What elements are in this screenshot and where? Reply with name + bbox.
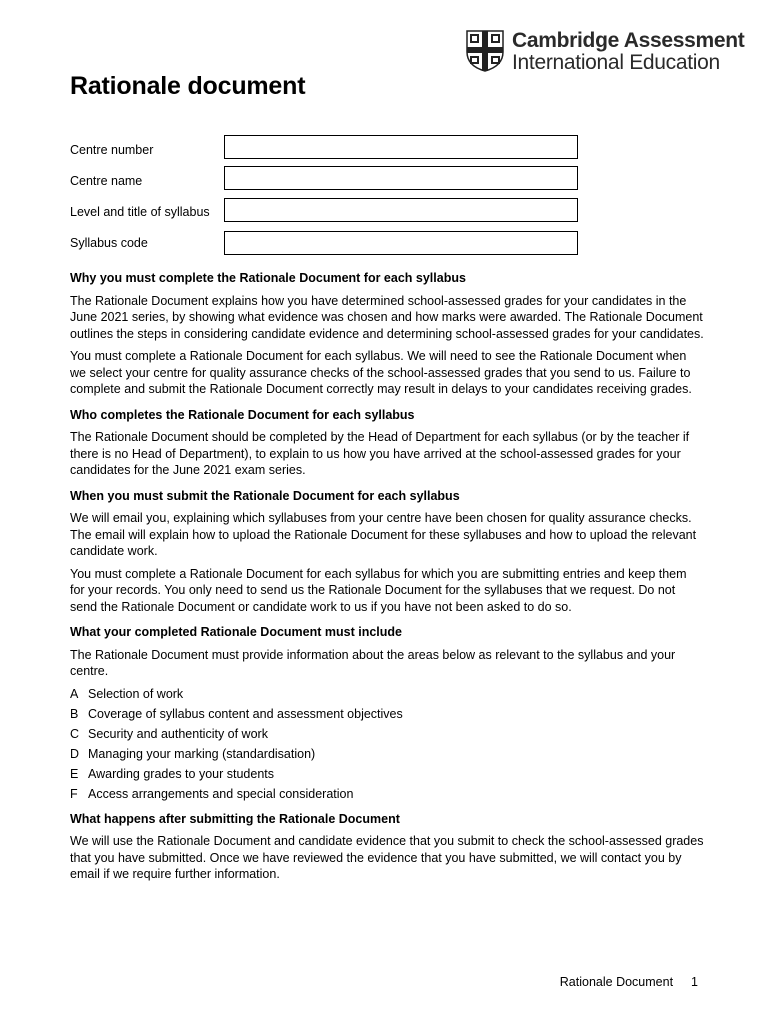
list-letter: F (70, 786, 78, 801)
list-letter: C (70, 726, 80, 741)
logo-line-2: International Education (512, 51, 720, 74)
list-item (70, 766, 704, 782)
list-item (70, 786, 704, 802)
centre-number-field[interactable] (224, 135, 578, 159)
paragraph: We will email you, explaining which syllabuses from your centre have been chosen for quality assurance checks. The email will explain how to upload the Rationale Document for these syllabuses and how to upload the relevant candidate work. (70, 511, 697, 558)
syllabus-title-field[interactable] (224, 198, 578, 222)
section-heading: What happens after submitting the Rationale Document (70, 811, 400, 826)
section-heading: What your completed Rationale Document must include (70, 625, 402, 639)
section-when (70, 488, 704, 616)
list-letter: E (70, 766, 79, 781)
paragraph: We will use the Rationale Document and candidate evidence that you submit to check the school-assessed grades that you have submitted. Once we have reviewed the evidence that you have submitted, we will contact you by email if we require further information. (70, 834, 704, 881)
list-text: Coverage of syllabus content and assessment objectives (88, 706, 403, 721)
list-item (70, 706, 704, 722)
list-item (70, 746, 704, 762)
page-title: Rationale document (70, 72, 306, 100)
logo-line-1: Cambridge Assessment (512, 29, 745, 52)
list-text: Awarding grades to your students (88, 766, 274, 781)
paragraph: The Rationale Document explains how you have determined school-assessed grades for your candidates in the June 2021 series, by showing what evidence was chosen and how marks were awarded. The Rationale Document outlines the steps in considering candidate evidence and determining school-assessed grades for your candidates. (70, 293, 704, 341)
list-text: Managing your marking (standardisation) (88, 746, 316, 761)
list-item (70, 686, 704, 702)
list-letter: D (70, 746, 80, 761)
list-text: Selection of work (88, 686, 184, 701)
page-footer (560, 975, 698, 989)
section-include (70, 624, 704, 802)
centre-number-label: Centre number (70, 143, 154, 157)
cambridge-shield-icon (466, 30, 504, 72)
section-why (70, 270, 704, 398)
section-heading: When you must submit the Rationale Document for each syllabus (70, 488, 460, 503)
centre-name-label: Centre name (70, 174, 143, 188)
section-heading: Who completes the Rationale Document for each syllabus (70, 407, 415, 422)
list-text: Access arrangements and special consideration (88, 786, 354, 801)
paragraph: You must complete a Rationale Document for each syllabus. We will need to see the Rationale Document when we select your centre for quality assurance checks of the school-assessed grades that you send to us. Failure to complete and submit the Rationale Document correctly may result in delays to your candidates receiving grades. (70, 349, 692, 396)
section-heading: Why you must complete the Rationale Document for each syllabus (70, 271, 466, 285)
page-number: 1 (691, 975, 698, 989)
document-body (70, 270, 704, 892)
footer-label: Rationale Document (559, 975, 674, 989)
paragraph: The Rationale Document should be completed by the Head of Department for each syllabus (or by the teacher if there is no Head of Department), to explain to us how you have arrived at the school-assessed grades for your candidates for the June 2021 exam series. (70, 430, 690, 477)
list-letter: A (70, 686, 79, 701)
list-item (70, 726, 704, 742)
syllabus-code-field[interactable] (224, 231, 578, 255)
section-who (70, 407, 704, 479)
syllabus-code-label: Syllabus code (70, 236, 148, 250)
centre-name-field[interactable] (224, 166, 578, 190)
paragraph: You must complete a Rationale Document for each syllabus for which you are submitting entries and keep them for your records. You only need to send us the Rationale Document for the syllabuses that we request. Do not send the Rationale Document or candidate work to us if you have not been asked to do so. (70, 566, 687, 614)
list-text: Security and authenticity of work (88, 726, 268, 741)
cambridge-logo (466, 30, 744, 74)
areas-list (70, 686, 704, 802)
list-letter: B (70, 706, 79, 721)
syllabus-title-label: Level and title of syllabus (70, 205, 210, 219)
section-after (70, 811, 704, 883)
paragraph: The Rationale Document must provide information about the areas below as relevant to the syllabus and your centre. (70, 647, 676, 678)
